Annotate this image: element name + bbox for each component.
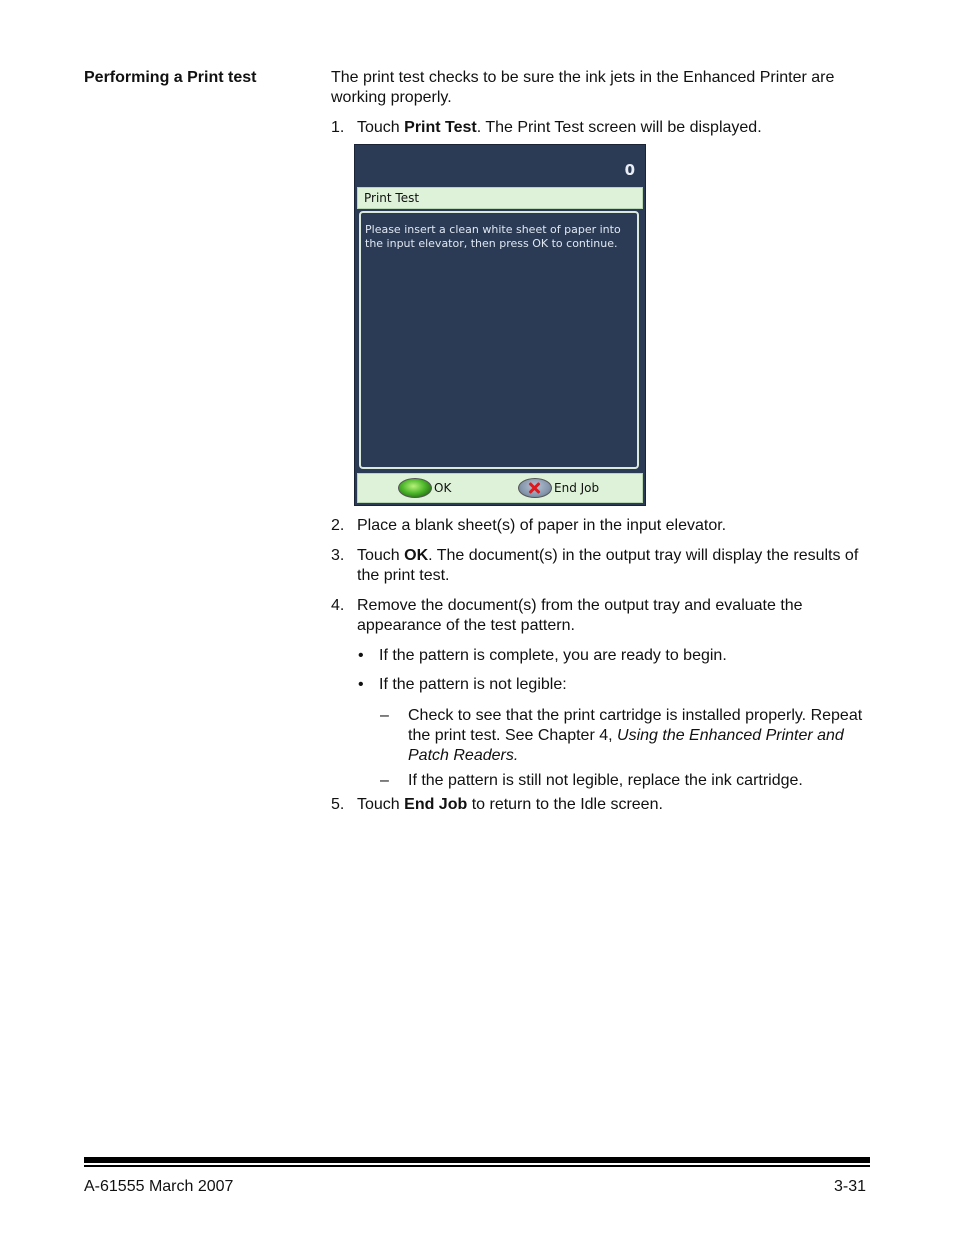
button-bar — [357, 473, 643, 503]
step-3 — [331, 546, 876, 586]
screen-title-bar — [357, 187, 643, 209]
sub-item-text — [408, 706, 870, 766]
bullet-mark: • — [358, 676, 364, 693]
step-text-pre: Touch — [357, 796, 405, 813]
footer-rule — [84, 1157, 870, 1163]
ok-button[interactable] — [398, 478, 451, 498]
ok-label: OK — [434, 481, 452, 495]
step-text-bold: OK — [404, 547, 429, 564]
page-count: 0 — [624, 161, 635, 179]
end-job-label: End Job — [554, 481, 600, 495]
sub-item-text-pre: Check to see that the print cartridge is installed properly. Repeat the print test. See Chapter 4, — [408, 707, 863, 744]
print-test-screen — [354, 144, 646, 506]
message-text: Please insert a clean white sheet of paper into the input elevator, then press OK to continue. — [365, 223, 621, 250]
step-text-bold: End Job — [404, 796, 468, 813]
step-text-pre: Touch — [357, 547, 405, 564]
footer-rule-thin — [84, 1165, 870, 1167]
footer-page-number: 3-31 — [833, 1178, 866, 1195]
section-heading: Performing a Print test — [84, 69, 257, 86]
step-number: 4. — [331, 597, 345, 614]
intro-paragraph: The print test checks to be sure the ink jets in the Enhanced Printer are working properly. — [331, 69, 835, 106]
step-2 — [331, 516, 876, 536]
cancel-x-icon — [518, 478, 552, 498]
bullet-item — [358, 646, 858, 666]
step-text-bold: Print Test — [404, 119, 477, 136]
step-text — [357, 118, 876, 138]
step-number: 1. — [331, 119, 345, 136]
dash-mark: – — [380, 772, 389, 789]
dash-mark: – — [380, 707, 389, 724]
step-number: 2. — [331, 517, 345, 534]
bullet-text: If the pattern is not legible: — [379, 676, 567, 693]
step-text — [357, 546, 876, 586]
step-number: 5. — [331, 796, 345, 813]
step-text-post: . The document(s) in the output tray will display the results of the print test. — [357, 547, 859, 584]
step-number: 3. — [331, 547, 345, 564]
step-5 — [331, 795, 876, 815]
sub-item — [380, 771, 870, 791]
step-text: Place a blank sheet(s) of paper in the input elevator. — [357, 517, 727, 534]
sub-item — [380, 706, 870, 766]
chapter-reference: Using the Enhanced Printer and Patch Readers. — [408, 727, 844, 764]
step-4 — [331, 596, 876, 636]
bullet-mark: • — [358, 647, 364, 664]
step-text-post: to return to the Idle screen. — [467, 796, 663, 813]
message-box — [359, 211, 639, 469]
screen-title: Print Test — [364, 191, 420, 205]
step-text — [357, 795, 876, 815]
step-text-post: . The Print Test screen will be displayed. — [476, 119, 762, 136]
footer-doc-id: A-61555 March 2007 — [84, 1178, 234, 1195]
end-job-button[interactable] — [518, 478, 599, 498]
ok-icon — [398, 478, 432, 498]
bullet-text: If the pattern is complete, you are ready to begin. — [379, 647, 727, 664]
bullet-item — [358, 675, 858, 695]
step-text: Remove the document(s) from the output tray and evaluate the appearance of the test pattern. — [357, 597, 803, 634]
step-1 — [331, 118, 876, 138]
step-text-pre: Touch — [357, 119, 405, 136]
sub-item-text: If the pattern is still not legible, replace the ink cartridge. — [408, 772, 803, 789]
